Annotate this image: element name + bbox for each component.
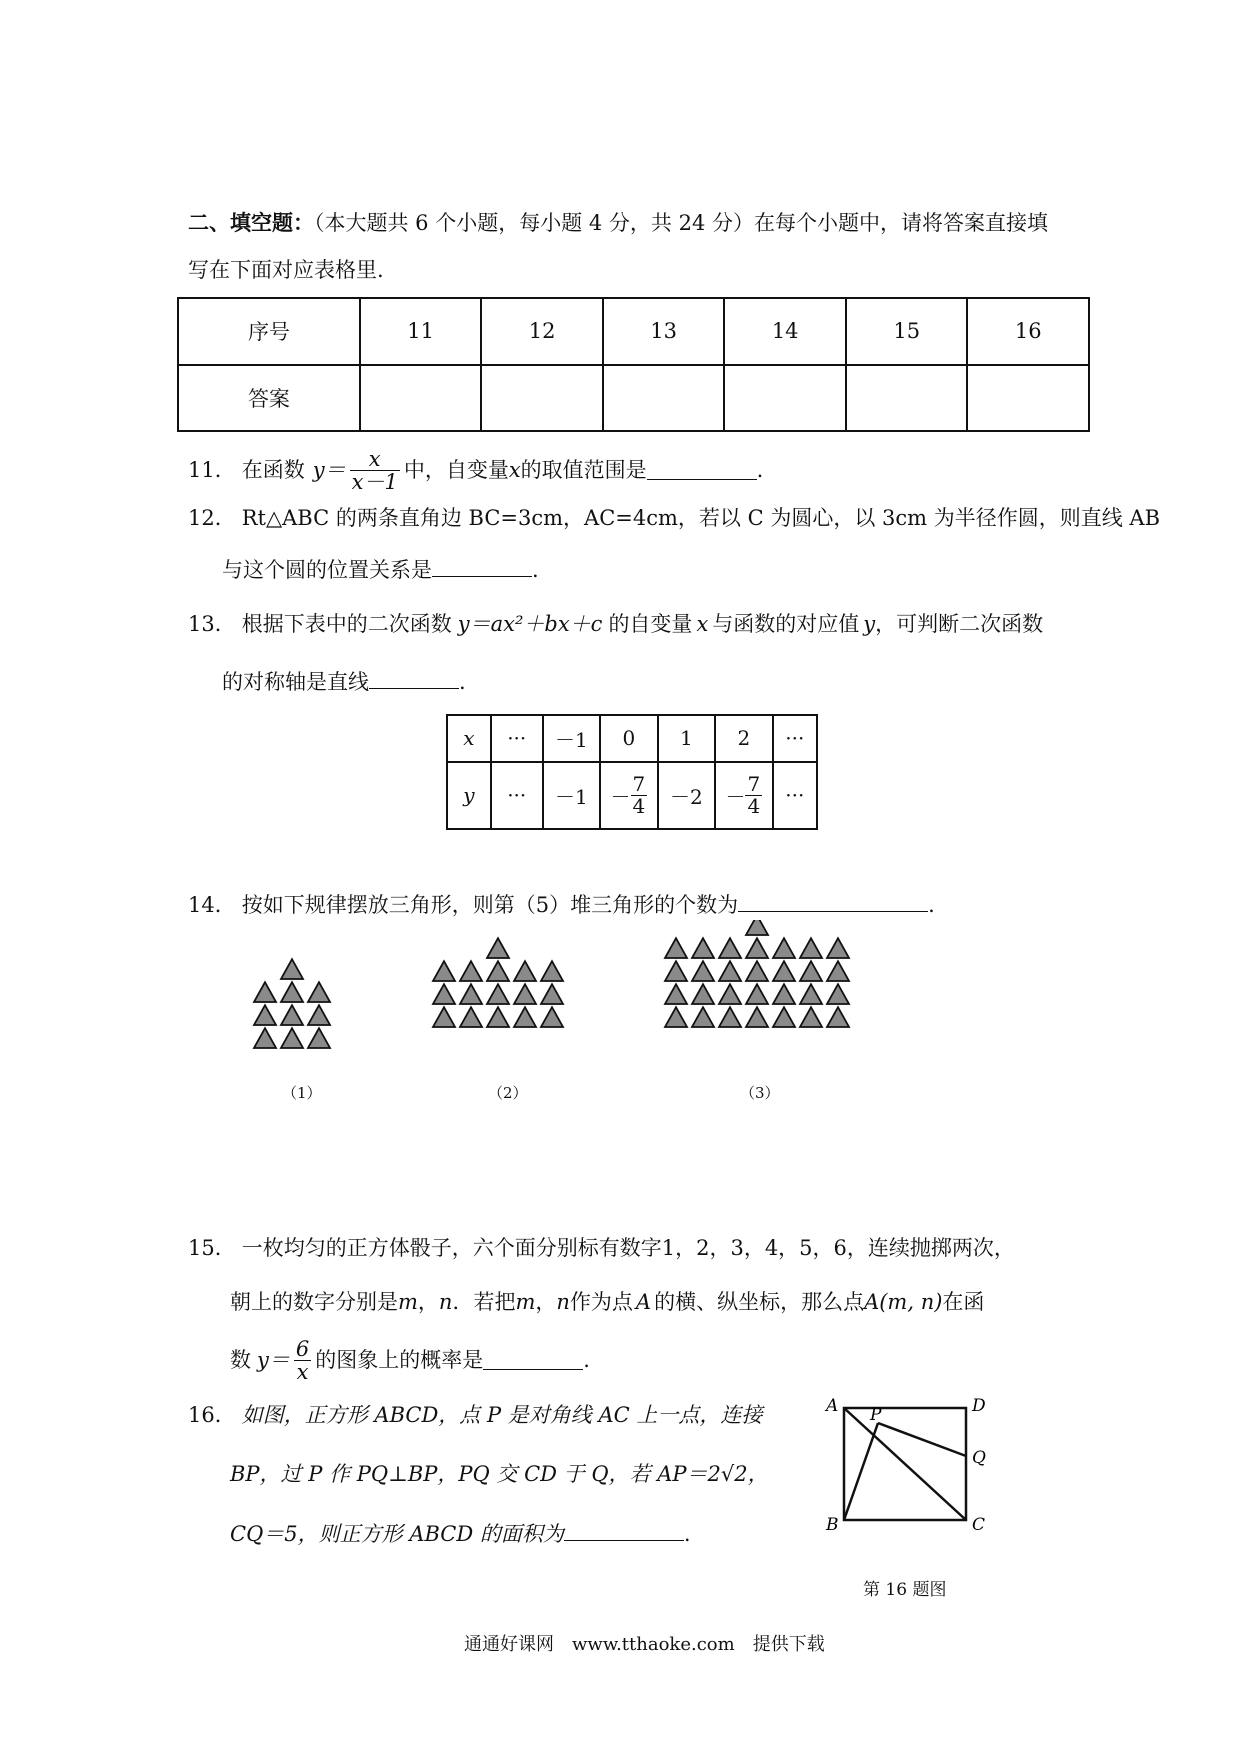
- q16-answer-blank[interactable]: [564, 1522, 684, 1541]
- triangle-pile-2-triangle: [460, 961, 482, 981]
- question-16-line3: [230, 1522, 691, 1545]
- x-value: －1: [543, 715, 600, 762]
- col-13: 13: [603, 298, 725, 365]
- triangle-pile-2-triangle: [433, 961, 455, 981]
- question-16: [188, 1405, 762, 1426]
- q16-line2: BP，过 P 作 PQ⊥BP，PQ 交 CD 于 Q，若 AP＝2√2，: [230, 1462, 769, 1486]
- q11-text-b: 中，自变量: [403, 458, 509, 483]
- q15-line2-e: 在函: [942, 1290, 985, 1314]
- q15-line3-a: 数: [230, 1348, 251, 1373]
- q15-line2-d: 的横、纵坐标，那么点: [654, 1290, 865, 1314]
- y2-sign: －: [725, 784, 746, 809]
- triangle-pile-2-triangle: [433, 1007, 455, 1027]
- answer-cell-13[interactable]: [603, 365, 725, 432]
- y-value-fraction: [715, 762, 772, 830]
- triangle-pile-1-triangle: [281, 1005, 303, 1025]
- triangle-pile-3-triangle: [800, 984, 822, 1004]
- question-15-line2: [230, 1292, 984, 1313]
- q11-numerator: x: [350, 448, 400, 471]
- label-a: A: [826, 1396, 839, 1416]
- triangle-pile-3-triangle: [827, 1007, 849, 1027]
- q13-formula: y＝ax²＋bx＋c: [457, 612, 603, 636]
- answer-cell-14[interactable]: [724, 365, 846, 432]
- triangle-pile-3-triangle: [746, 961, 768, 981]
- triangle-pile-1-triangle: [281, 982, 303, 1002]
- x-value: 0: [600, 715, 657, 762]
- q13-text-d: ，可判断二次函数: [875, 612, 1044, 636]
- q15-sep: ，: [535, 1290, 557, 1314]
- segment-bp: [844, 1423, 878, 1520]
- triangle-pile-2-triangle: [487, 1007, 509, 1027]
- x-ellipsis-left: ···: [491, 715, 543, 762]
- q15-n: n: [438, 1290, 453, 1314]
- triangle-pile-3-triangle: [746, 1007, 768, 1027]
- triangle-pile-2-triangle: [487, 984, 509, 1004]
- triangle-pile-3-triangle: [665, 984, 687, 1004]
- x-label: x: [447, 715, 491, 762]
- q13-var-y: y: [863, 612, 876, 636]
- triangle-pile-2-triangle: [460, 984, 482, 1004]
- q11-number: 11．: [188, 458, 236, 483]
- triangle-pile-1-triangle: [254, 1028, 276, 1048]
- q11-fraction: [350, 448, 400, 493]
- q11-denominator: x－1: [351, 470, 398, 495]
- q14-end: .: [928, 893, 935, 917]
- y2-fraction: [745, 771, 762, 818]
- question-12: [188, 508, 1160, 529]
- y-ellipsis-left: ···: [491, 762, 543, 830]
- question-13-line2: [222, 670, 466, 693]
- answer-table-header-row: [178, 298, 1089, 365]
- value-table-y-row: [447, 762, 817, 830]
- triangle-pile-2-triangle: [487, 938, 509, 958]
- question-14: [188, 893, 935, 916]
- q12-line1: Rt△ABC 的两条直角边 BC=3cm，AC=4cm，若以 C 为圆心，以 3cm 为半径作圆，则直线 AB: [241, 506, 1161, 530]
- triangle-pile-1-triangle: [254, 982, 276, 1002]
- section-heading-line: [188, 212, 1048, 234]
- footer: 通通好课网 www.tthaoke.com 提供下载: [464, 1634, 825, 1655]
- q15-fraction: [294, 1338, 311, 1383]
- q15-answer-blank[interactable]: [483, 1351, 583, 1370]
- q16-line1: 如图，正方形 ABCD，点 P 是对角线 AC 上一点，连接: [241, 1403, 763, 1427]
- q15-denominator: x: [296, 1360, 309, 1385]
- q15-n: n: [556, 1290, 570, 1314]
- col-11: 11: [360, 298, 482, 365]
- q14-text: 按如下规律摆放三角形，则第（5）堆三角形的个数为: [241, 893, 739, 917]
- q13-end: .: [459, 670, 466, 694]
- triangle-pile-2-triangle: [541, 984, 563, 1004]
- section-instructions: （本大题共 6 个小题，每小题 4 分，共 24 分）在每个小题中，请将答案直接填: [314, 211, 1048, 235]
- label-d: D: [972, 1396, 986, 1416]
- answer-table-answer-row: [178, 365, 1089, 432]
- triangle-pile-1-triangle: [308, 982, 330, 1002]
- triangle-pile-3-triangle: [773, 1007, 795, 1027]
- triangle-pile-3-triangle: [719, 961, 741, 981]
- pile-label: （3）: [740, 1084, 780, 1102]
- q12-line2: 与这个圆的位置关系是: [222, 558, 432, 582]
- triangle-pile-3-triangle: [692, 938, 714, 958]
- q12-end: .: [532, 558, 539, 582]
- triangle-pile-3-triangle: [746, 920, 768, 935]
- q16-line3: CQ＝5，则正方形 ABCD 的面积为: [230, 1522, 564, 1546]
- q15-line2-a: 朝上的数字分别是: [230, 1290, 398, 1314]
- triangle-pile-2-triangle: [514, 984, 536, 1004]
- q11-func-lhs: y＝: [312, 458, 346, 483]
- pile-label: （2）: [488, 1084, 528, 1102]
- triangle-piles-figure: [0, 920, 1240, 1140]
- label-p: P: [870, 1405, 882, 1425]
- triangle-pile-2-triangle: [541, 1007, 563, 1027]
- triangle-pile-1-triangle: [281, 959, 303, 979]
- triangle-pile-2-triangle: [460, 1007, 482, 1027]
- q14-answer-blank[interactable]: [738, 893, 928, 912]
- value-table-x-row: [447, 715, 817, 762]
- y-label: y: [447, 762, 491, 830]
- row-header-answer: 答案: [178, 365, 360, 432]
- q11-answer-blank[interactable]: [647, 461, 757, 480]
- triangle-pile-2-triangle: [514, 961, 536, 981]
- q15-func-lhs: y＝: [257, 1348, 290, 1373]
- triangle-pile-3-triangle: [773, 961, 795, 981]
- triangle-pile-2-triangle: [514, 1007, 536, 1027]
- triangle-pile-3-triangle: [746, 984, 768, 1004]
- q13-line2: 的对称轴是直线: [222, 670, 369, 694]
- triangle-pile-3-triangle: [800, 938, 822, 958]
- q15-sep: ，: [417, 1290, 439, 1314]
- section-heading: 二、填空题：: [188, 210, 314, 235]
- triangle-pile-3-triangle: [719, 938, 741, 958]
- triangle-pile-1-triangle: [254, 1005, 276, 1025]
- q15-line1: 一枚均匀的正方体骰子，六个面分别标有数字1，2，3，4，5，6，连续抛掷两次，: [241, 1236, 1015, 1260]
- question-15: [188, 1238, 1015, 1259]
- col-15: 15: [846, 298, 968, 365]
- x-value: 2: [715, 715, 772, 762]
- q16-end: .: [683, 1522, 691, 1546]
- question-15-line3: [230, 1338, 590, 1383]
- answer-cell-16[interactable]: [967, 365, 1089, 432]
- y-value-fraction: [600, 762, 657, 830]
- y-ellipsis-right: ···: [773, 762, 817, 830]
- triangle-pile-2-triangle: [433, 984, 455, 1004]
- row-header-number: 序号: [178, 298, 360, 365]
- triangle-pile-3-triangle: [773, 984, 795, 1004]
- q13-text-c: 与函数的对应值: [712, 612, 860, 636]
- triangle-pile-3-triangle: [827, 938, 849, 958]
- q11-text-a: 在函数: [241, 458, 305, 483]
- q15-number: 15．: [188, 1236, 236, 1260]
- q16-number: 16．: [188, 1403, 236, 1427]
- triangle-piles: [254, 920, 849, 1048]
- question-13: [188, 614, 1043, 635]
- label-q: Q: [972, 1448, 986, 1468]
- q15-m: m: [398, 1290, 418, 1314]
- q15-numerator: 6: [295, 1337, 310, 1361]
- q15-line2-b: ．若把: [452, 1290, 516, 1314]
- triangle-pile-2-triangle: [541, 961, 563, 981]
- x-ellipsis-right: ···: [773, 715, 817, 762]
- y-value: －2: [658, 762, 715, 830]
- q15-point: A(m, n): [864, 1290, 943, 1314]
- triangle-pile-3-triangle: [665, 1007, 687, 1027]
- y0-sign: －: [610, 784, 631, 809]
- col-16: 16: [967, 298, 1089, 365]
- triangle-pile-3-triangle: [827, 984, 849, 1004]
- question-11: [188, 448, 763, 493]
- triangle-pile-3-triangle: [692, 961, 714, 981]
- q13-number: 13．: [188, 612, 236, 636]
- triangle-pile-3-triangle: [692, 984, 714, 1004]
- label-b: B: [826, 1515, 839, 1532]
- q15-m: m: [515, 1290, 536, 1314]
- answer-cell-12[interactable]: [481, 365, 603, 432]
- q13-text-b: 的自变量: [608, 612, 693, 636]
- q15-line2-c: 作为点: [569, 1290, 633, 1314]
- q12-answer-blank[interactable]: [432, 558, 532, 577]
- q14-number: 14．: [188, 893, 236, 917]
- q13-var-x: x: [696, 612, 709, 636]
- triangle-pile-3-triangle: [800, 1007, 822, 1027]
- y0-den: 4: [632, 793, 646, 818]
- x-value: 1: [658, 715, 715, 762]
- label-c: C: [972, 1515, 986, 1532]
- triangle-pile-1-triangle: [308, 1005, 330, 1025]
- y2-num: 7: [747, 771, 761, 796]
- y0-fraction: [631, 771, 648, 818]
- q11-var: x: [508, 458, 521, 483]
- q12-number: 12．: [188, 506, 236, 530]
- triangle-pile-3-triangle: [827, 961, 849, 981]
- answer-cell-11[interactable]: [360, 365, 482, 432]
- answer-table: [177, 297, 1090, 432]
- triangle-pile-3-triangle: [746, 938, 768, 958]
- answer-cell-15[interactable]: [846, 365, 968, 432]
- diagonal-ac: [844, 1408, 966, 1520]
- q11-text-c: 的取值范围是: [520, 458, 647, 483]
- triangle-pile-3-triangle: [692, 1007, 714, 1027]
- q13-answer-blank[interactable]: [369, 670, 459, 689]
- triangle-pile-2-triangle: [487, 961, 509, 981]
- col-12: 12: [481, 298, 603, 365]
- q11-end: .: [756, 458, 764, 483]
- col-14: 14: [724, 298, 846, 365]
- square-abcd-figure: [820, 1392, 1000, 1532]
- q15-line3-b: 的图象上的概率是: [315, 1348, 484, 1373]
- y-value: －1: [543, 762, 600, 830]
- triangle-pile-3-triangle: [665, 938, 687, 958]
- question-12-line2: [222, 558, 539, 581]
- triangle-pile-3-triangle: [800, 961, 822, 981]
- triangle-pile-3-triangle: [665, 961, 687, 981]
- section-instructions-2: 写在下面对应表格里.: [188, 258, 384, 282]
- y0-num: 7: [632, 771, 646, 796]
- q15-end: .: [583, 1348, 590, 1373]
- triangle-pile-1-triangle: [281, 1028, 303, 1048]
- pile-label: （1）: [282, 1084, 322, 1102]
- q13-text-a: 根据下表中的二次函数: [241, 612, 452, 636]
- triangle-pile-3-triangle: [719, 1007, 741, 1027]
- figure-caption: 第 16 题图: [863, 1580, 947, 1600]
- triangle-pile-3-triangle: [773, 938, 795, 958]
- value-table: [446, 714, 818, 830]
- q15-A: A: [635, 1290, 652, 1314]
- y2-den: 4: [747, 793, 761, 818]
- triangle-pile-3-triangle: [719, 984, 741, 1004]
- triangle-pile-1-triangle: [308, 1028, 330, 1048]
